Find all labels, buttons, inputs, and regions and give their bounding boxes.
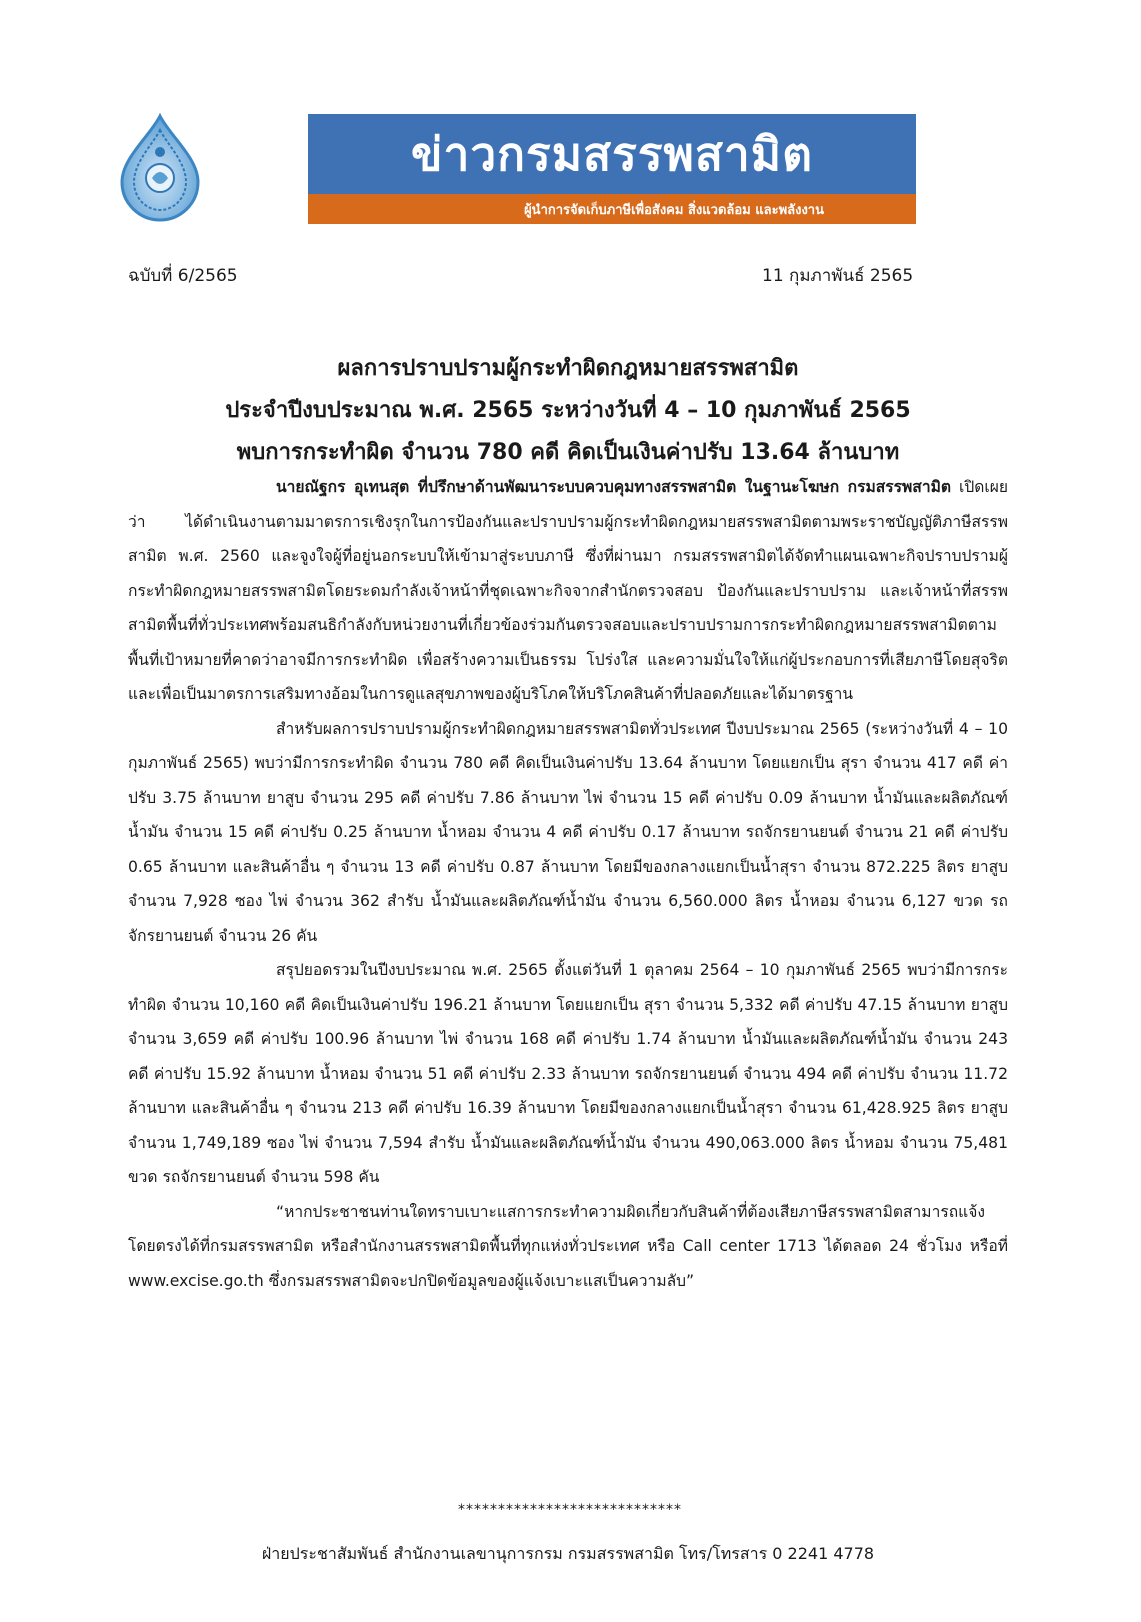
news-banner xyxy=(308,114,916,224)
headline xyxy=(128,348,1008,474)
issue-date: 11 กุมภาพันธ์ 2565 xyxy=(762,266,914,286)
headline-line-2: ประจำปีงบประมาณ พ.ศ. 2565 ระหว่างวันที่ 4 – 10 กุมภาพันธ์ 2565 xyxy=(225,398,911,423)
spokesperson-name: นายณัฐกร อุเทนสุต ที่ปรึกษาด้านพัฒนาระบบควบคุมทางสรรพสามิต ในฐานะโฆษก กรมสรรพสามิต xyxy=(276,478,951,496)
paragraph-3: สรุปยอดรวมในปีงบประมาณ พ.ศ. 2565 ตั้งแต่วันที่ 1 ตุลาคม 2564 – 10 กุมภาพันธ์ 2565 พบว่ามีการกระทำผิด จำนวน 10,160 คดี คิดเป็นเงินค่าปรับ 196.21 ล้านบาท โดยแยกเป็น สุรา จำนวน 5,332 คดี ค่าปรับ 47.15 ล้านบาท ยาสูบ จำนวน 3,659 คดี ค่าปรับ 100.96 ล้านบาท ไพ่ จำนวน 168 คดี ค่าปรับ 1.74 ล้านบาท น้ำมันและผลิตภัณฑ์น้ำมัน จำนวน 243 คดี ค่าปรับ 15.92 ล้านบาท น้ำหอม จำนวน 51 คดี ค่าปรับ 2.33 ล้านบาท รถจักรยานยนต์ จำนวน 494 คดี ค่าปรับ จำนวน 11.72 ล้านบาท และสินค้าอื่น ๆ จำนวน 213 คดี ค่าปรับ 16.39 ล้านบาท โดยมีของกลางแยกเป็นน้ำสุรา จำนวน 61,428.925 ลิตร ยาสูบ จำนวน 1,749,189 ซอง ไพ่ จำนวน 7,594 สำรับ น้ำมันและผลิตภัณฑ์น้ำมัน จำนวน 490,063.000 ลิตร น้ำหอม จำนวน 75,481 ขวด รถจักรยานยนต์ จำนวน 598 คัน xyxy=(128,961,1008,1186)
separator: **************************** xyxy=(458,1502,682,1518)
paragraph-1 xyxy=(128,470,1008,712)
paragraph-2: สำหรับผลการปราบปรามผู้กระทำผิดกฎหมายสรรพสามิตทั่วประเทศ ปีงบประมาณ 2565 (ระหว่างวันที่ 4 – 10 กุมภาพันธ์ 2565) พบว่ามีการกระทำผิด จำนวน 780 คดี คิดเป็นเงินค่าปรับ 13.64 ล้านบาท โดยแยกเป็น สุรา จำนวน 417 คดี ค่าปรับ 3.75 ล้านบาท ยาสูบ จำนวน 295 คดี ค่าปรับ 7.86 ล้านบาท ไพ่ จำนวน 15 คดี ค่าปรับ 0.09 ล้านบาท น้ำมันและผลิตภัณฑ์น้ำมัน จำนวน 15 คดี ค่าปรับ 0.25 ล้านบาท น้ำหอม จำนวน 4 คดี ค่าปรับ 0.17 ล้านบาท รถจักรยานยนต์ จำนวน 21 คดี ค่าปรับ 0.65 ล้านบาท และสินค้าอื่น ๆ จำนวน 13 คดี ค่าปรับ 0.87 ล้านบาท โดยมีของกลางแยกเป็นน้ำสุรา จำนวน 872.225 ลิตร ยาสูบ จำนวน 7,928 ซอง ไพ่ จำนวน 362 สำรับ น้ำมันและผลิตภัณฑ์น้ำมัน จำนวน 6,560.000 ลิตร น้ำหอม จำนวน 6,127 ขวด รถจักรยานยนต์ จำนวน 26 คัน xyxy=(128,719,1008,945)
headline-line-1: ผลการปราบปรามผู้กระทำผิดกฎหมายสรรพสามิต xyxy=(337,356,799,381)
article-body xyxy=(128,470,1008,1298)
excise-department-emblem-icon xyxy=(112,112,208,224)
headline-line-3: พบการกระทำผิด จำนวน 780 คดี คิดเป็นเงินค่าปรับ 13.64 ล้านบาท xyxy=(236,440,900,465)
banner-tagline: ผู้นำการจัดเก็บภาษีเพื่อสังคม สิ่งแวดล้อม และพลังงาน xyxy=(308,194,916,224)
banner-title: ข่าวกรมสรรพสามิต xyxy=(308,114,916,194)
footer-contact: ฝ่ายประชาสัมพันธ์ สำนักงานเลขานุการกรม กรมสรรพสามิต โทร/โทรสาร 0 2241 4778 xyxy=(261,1544,875,1563)
issue-number: ฉบับที่ 6/2565 xyxy=(128,266,238,286)
paragraph-4: “หากประชาชนท่านใดทราบเบาะแสการกระทำความผิดเกี่ยวกับสินค้าที่ต้องเสียภาษีสรรพสามิตสามารถแจ้งโดยตรงได้ที่กรมสรรพสามิต หรือสำนักงานสรรพสามิตพื้นที่ทุกแห่งทั่วประเทศ หรือ Call center 1713 ได้ตลอด 24 ชั่วโมง หรือที่ www.excise.go.th ซึ่งกรมสรรพสามิตจะปกปิดข้อมูลของผู้แจ้งเบาะแสเป็นความลับ” xyxy=(128,1202,1008,1290)
paragraph-1-text: เปิดเผยว่า ได้ดำเนินงานตามมาตรการเชิงรุกในการป้องกันและปราบปรามผู้กระทำผิดกฎหมายสรรพสามิตตามพระราชบัญญัติภาษีสรรพสามิต พ.ศ. 2560 และจูงใจผู้ที่อยู่นอกระบบให้เข้ามาสู่ระบบภาษี ซึ่งที่ผ่านมา กรมสรรพสามิตได้จัดทำแผนเฉพาะกิจปราบปรามผู้กระทำผิดกฎหมายสรรพสามิตโดยระดมกำลังเจ้าหน้าที่ชุดเฉพาะกิจจากสำนักตรวจสอบ ป้องกันและปราบปราม และเจ้าหน้าที่สรรพสามิตพื้นที่ทั่วประเทศพร้อมสนธิกำลังกับหน่วยงานที่เกี่ยวข้องร่วมกันตรวจสอบและปราบปรามการกระทำผิดกฎหมายสรรพสามิตตามพื้นที่เป้าหมายที่คาดว่าอาจมีการกระทำผิด เพื่อสร้างความเป็นธรรม โปร่งใส และความมั่นใจให้แก่ผู้ประกอบการที่เสียภาษีโดยสุจริต และเพื่อเป็นมาตรการเสริมทางอ้อมในการดูแลสุขภาพของผู้บริโภคให้บริโภคสินค้าที่ปลอดภัยและได้มาตรฐาน xyxy=(128,478,1008,703)
